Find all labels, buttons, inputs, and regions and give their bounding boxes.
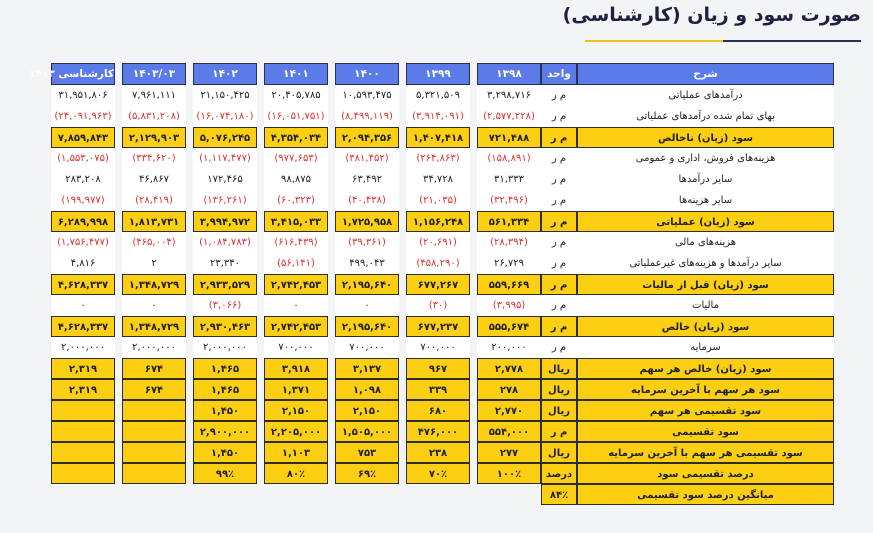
column-year-1403-03 <box>122 63 186 518</box>
value-cell: ۱,۸۱۳,۷۳۱ <box>122 211 186 232</box>
value-cell: ۶۷۴ <box>122 358 186 379</box>
value-cell: (۲۸,۴۱۹) <box>122 190 186 211</box>
value-cell: (۳۰) <box>406 295 470 316</box>
value-cell: ۲,۹۳۰,۴۶۳ <box>193 316 257 337</box>
value-cell: ۶۸۰ <box>406 400 470 421</box>
value-cell: ۲,۷۴۲,۴۵۳ <box>264 316 328 337</box>
header-year: ۱۳۹۹ <box>406 63 470 85</box>
row-label: سود تقسیمی هر سهم با آخرین سرمایه <box>577 442 834 463</box>
value-cell: ۱۷۲,۴۶۵ <box>193 169 257 190</box>
row-label: درآمدهای عملیاتی <box>577 85 834 106</box>
row-label: بهای تمام شده درآمدهای عملیاتی <box>577 106 834 127</box>
row-label: سرمایه <box>577 337 834 358</box>
header-year: ۱۴۰۳/۰۳ <box>122 63 186 85</box>
value-cell <box>51 463 115 484</box>
value-cell: ۴,۶۲۸,۳۳۷ <box>51 274 115 295</box>
column-year-1399 <box>406 63 470 518</box>
value-cell: (۹۷۷,۶۵۳) <box>264 148 328 169</box>
value-cell: ۲,۷۷۰ <box>477 400 541 421</box>
value-cell: (۱,۵۵۳,۰۷۵) <box>51 148 115 169</box>
value-cell: ۲۳,۳۴۰ <box>193 253 257 274</box>
value-cell: ۳۳۹ <box>406 379 470 400</box>
value-cell: ۲,۳۱۹ <box>51 358 115 379</box>
empty-cell <box>406 484 470 505</box>
value-cell: ۲,۱۵۰ <box>264 400 328 421</box>
value-cell: ۳,۱۳۷ <box>335 358 399 379</box>
row-label: سود هر سهم با آخرین سرمایه <box>577 379 834 400</box>
value-cell <box>51 442 115 463</box>
row-unit: م ر <box>541 211 577 232</box>
empty-cell <box>51 484 115 505</box>
row-label: هزینه‌های مالی <box>577 232 834 253</box>
column-year-1400 <box>335 63 399 518</box>
value-cell: ۱۰۰٪ <box>477 463 541 484</box>
value-cell: ۱,۳۴۸,۷۲۹ <box>122 316 186 337</box>
row-label: میانگین درصد سود تقسیمی <box>577 484 834 505</box>
value-cell: ۶۷۷,۲۶۷ <box>406 274 470 295</box>
value-cell: ۱,۴۵۰ <box>193 400 257 421</box>
value-cell: (۵,۸۳۱,۲۰۸) <box>122 106 186 127</box>
value-cell: ۴,۸۱۶ <box>51 253 115 274</box>
value-cell: ۲۰,۴۰۵,۷۸۵ <box>264 85 328 106</box>
value-cell: ۱۰,۵۹۳,۴۷۵ <box>335 85 399 106</box>
value-cell <box>51 400 115 421</box>
value-cell: ۱,۳۴۸,۷۲۹ <box>122 274 186 295</box>
row-unit: درصد <box>541 463 577 484</box>
value-cell: (۴۵۸,۲۹۰) <box>406 253 470 274</box>
empty-cell <box>193 484 257 505</box>
value-cell: (۱۹۹,۹۷۷) <box>51 190 115 211</box>
row-unit: م ر <box>541 127 577 148</box>
value-cell: (۲۶۴,۸۶۳) <box>406 148 470 169</box>
value-cell: ۳,۲۹۸,۷۱۶ <box>477 85 541 106</box>
value-cell: ۸۰٪ <box>264 463 328 484</box>
value-cell: ۲۷۷ <box>477 442 541 463</box>
value-cell: (۳۸۱,۴۵۲) <box>335 148 399 169</box>
value-cell: (۱۶,۰۷۴,۱۸۰) <box>193 106 257 127</box>
value-cell: ۱,۳۷۱ <box>264 379 328 400</box>
column-description <box>577 63 834 518</box>
value-cell: ۹۶۷ <box>406 358 470 379</box>
value-cell: ۱,۱۵۶,۲۴۸ <box>406 211 470 232</box>
value-cell: ۲,۷۷۸ <box>477 358 541 379</box>
value-cell <box>122 442 186 463</box>
empty-cell <box>264 484 328 505</box>
row-unit: م ر <box>541 316 577 337</box>
header-unit: واحد <box>541 63 577 85</box>
value-cell: ۲,۰۰۰,۰۰۰ <box>122 337 186 358</box>
row-label: سود (زیان) قبل از مالیات <box>577 274 834 295</box>
value-cell: ۶۷۴ <box>122 379 186 400</box>
page-title: صورت سود و زیان (کارشناسی) <box>562 4 861 26</box>
row-label: سود (زیان) ناخالص <box>577 127 834 148</box>
value-cell: (۱۶,۰۵۱,۷۵۱) <box>264 106 328 127</box>
header-year: ۱۴۰۲ <box>193 63 257 85</box>
value-cell: ۱,۷۲۵,۹۵۸ <box>335 211 399 232</box>
value-cell: ۰ <box>122 295 186 316</box>
value-cell: ۵,۳۲۱,۵۰۹ <box>406 85 470 106</box>
value-cell: ۲,۱۹۵,۶۴۰ <box>335 316 399 337</box>
value-cell: (۳۲,۴۹۶) <box>477 190 541 211</box>
row-label: هزینه‌های فروش، اداری و عمومی <box>577 148 834 169</box>
value-cell: ۲,۱۵۰ <box>335 400 399 421</box>
value-cell: (۲۸,۳۹۴) <box>477 232 541 253</box>
value-cell: ۶۹٪ <box>335 463 399 484</box>
value-cell: (۱,۰۸۴,۷۸۳) <box>193 232 257 253</box>
value-cell: ۲,۹۰۰,۰۰۰ <box>193 421 257 442</box>
value-cell: (۱,۱۱۷,۴۷۷) <box>193 148 257 169</box>
row-label: سایر درآمدها و هزینه‌های غیرعملیاتی <box>577 253 834 274</box>
value-cell: ۷,۸۵۹,۸۴۳ <box>51 127 115 148</box>
value-cell: ۲۸۳,۲۰۸ <box>51 169 115 190</box>
value-cell: (۵۶,۱۴۱) <box>264 253 328 274</box>
row-label: مالیات <box>577 295 834 316</box>
column-year-1401 <box>264 63 328 518</box>
value-cell: ۵۵۹,۶۶۹ <box>477 274 541 295</box>
value-cell: (۲۰,۶۹۱) <box>406 232 470 253</box>
row-unit: ریال <box>541 442 577 463</box>
row-unit: ریال <box>541 400 577 421</box>
value-cell: ۷۰۰,۰۰۰ <box>406 337 470 358</box>
column-year-1402 <box>193 63 257 518</box>
row-label: سود (زیان) خالص <box>577 316 834 337</box>
value-cell: ۱,۴۰۷,۴۱۸ <box>406 127 470 148</box>
value-cell: (۱۵۸,۸۹۱) <box>477 148 541 169</box>
value-cell: ۷۰۰,۰۰۰ <box>335 337 399 358</box>
value-cell: ۹۹٪ <box>193 463 257 484</box>
title-underline <box>585 40 861 42</box>
value-cell: (۲۱,۰۳۵) <box>406 190 470 211</box>
row-unit: م ر <box>541 148 577 169</box>
value-cell: ۷۰٪ <box>406 463 470 484</box>
row-label: سود (زیان) عملیاتی <box>577 211 834 232</box>
value-cell: ۷۲۱,۴۸۸ <box>477 127 541 148</box>
row-unit: ۸۴٪ <box>541 484 577 505</box>
value-cell: ۳,۴۱۵,۰۳۳ <box>264 211 328 232</box>
empty-cell <box>335 484 399 505</box>
header-year: ۱۴۰۰ <box>335 63 399 85</box>
row-unit: م ر <box>541 274 577 295</box>
value-cell: ۲۳۸ <box>406 442 470 463</box>
row-label: سایر درآمدها <box>577 169 834 190</box>
column-year-1398 <box>477 63 541 518</box>
empty-cell <box>477 484 541 505</box>
column-expert-1403 <box>29 63 115 518</box>
value-cell: ۲,۲۰۵,۰۰۰ <box>264 421 328 442</box>
value-cell: ۲,۱۲۹,۹۰۳ <box>122 127 186 148</box>
empty-cell <box>122 484 186 505</box>
value-cell: ۳,۹۱۸ <box>264 358 328 379</box>
value-cell: (۲,۵۷۷,۲۲۸) <box>477 106 541 127</box>
value-cell: ۲۱,۱۵۰,۴۲۵ <box>193 85 257 106</box>
value-cell: ۲,۱۹۵,۶۴۰ <box>335 274 399 295</box>
value-cell: ۲,۳۱۹ <box>51 379 115 400</box>
value-cell: ۳,۹۹۴,۹۷۲ <box>193 211 257 232</box>
value-cell: (۴۰,۴۳۸) <box>335 190 399 211</box>
value-cell: (۱۳۶,۲۶۱) <box>193 190 257 211</box>
row-unit: م ر <box>541 190 577 211</box>
value-cell: (۳,۹۱۴,۰۹۱) <box>406 106 470 127</box>
row-unit: م ر <box>541 106 577 127</box>
value-cell: ۲۷۸ <box>477 379 541 400</box>
row-unit: م ر <box>541 232 577 253</box>
row-unit: م ر <box>541 421 577 442</box>
value-cell: ۲ <box>122 253 186 274</box>
value-cell: ۵۶۱,۳۳۴ <box>477 211 541 232</box>
row-unit: م ر <box>541 169 577 190</box>
value-cell: ۱,۱۰۳ <box>264 442 328 463</box>
value-cell: ۲,۷۴۲,۴۵۳ <box>264 274 328 295</box>
value-cell: ۴,۶۲۸,۳۳۷ <box>51 316 115 337</box>
value-cell: ۶,۲۸۹,۹۹۸ <box>51 211 115 232</box>
value-cell: ۰ <box>264 295 328 316</box>
value-cell: ۵۵۴,۰۰۰ <box>477 421 541 442</box>
value-cell: ۲,۹۳۳,۵۲۹ <box>193 274 257 295</box>
value-cell: ۷۵۳ <box>335 442 399 463</box>
value-cell: ۱,۴۶۵ <box>193 358 257 379</box>
value-cell: (۸,۴۹۹,۱۱۹) <box>335 106 399 127</box>
header-year: ۱۴۰۱ <box>264 63 328 85</box>
value-cell: ۳۴,۷۲۸ <box>406 169 470 190</box>
value-cell: ۷,۹۶۱,۱۱۱ <box>122 85 186 106</box>
row-unit: ریال <box>541 379 577 400</box>
row-label: سود تقسیمی <box>577 421 834 442</box>
value-cell: ۲۰۰,۰۰۰ <box>477 337 541 358</box>
row-unit: م ر <box>541 295 577 316</box>
value-cell: ۶۷۷,۲۳۷ <box>406 316 470 337</box>
row-unit: ریال <box>541 358 577 379</box>
value-cell: (۳,۹۹۵) <box>477 295 541 316</box>
column-unit <box>541 63 577 518</box>
value-cell: ۴۷۶,۰۰۰ <box>406 421 470 442</box>
row-unit: م ر <box>541 253 577 274</box>
value-cell: ۱,۴۵۰ <box>193 442 257 463</box>
value-cell: ۲,۰۹۴,۳۵۶ <box>335 127 399 148</box>
header-year: کارشناسی ۱۴۰۳ <box>51 63 115 85</box>
value-cell: ۴۹۹,۰۴۳ <box>335 253 399 274</box>
value-cell: ۴,۳۵۴,۰۳۴ <box>264 127 328 148</box>
value-cell: ۱,۵۰۵,۰۰۰ <box>335 421 399 442</box>
header-year: ۱۳۹۸ <box>477 63 541 85</box>
row-label: سود تقسیمی هر سهم <box>577 400 834 421</box>
value-cell <box>122 400 186 421</box>
value-cell: ۴۶,۸۶۷ <box>122 169 186 190</box>
value-cell: ۵۵۵,۶۷۴ <box>477 316 541 337</box>
row-label: سود (زیان) خالص هر سهم <box>577 358 834 379</box>
value-cell: (۲۴,۰۹۱,۹۶۳) <box>51 106 115 127</box>
value-cell: ۹۸,۸۷۵ <box>264 169 328 190</box>
value-cell: (۴۶۵,۰۰۴) <box>122 232 186 253</box>
value-cell: ۵,۰۷۶,۲۴۵ <box>193 127 257 148</box>
value-cell: ۲,۰۰۰,۰۰۰ <box>193 337 257 358</box>
value-cell: ۲۶,۷۲۹ <box>477 253 541 274</box>
row-label: سایر هزینه‌ها <box>577 190 834 211</box>
value-cell: ۷۰۰,۰۰۰ <box>264 337 328 358</box>
value-cell: (۶۱۶,۴۳۹) <box>264 232 328 253</box>
value-cell: (۶۰,۳۲۳) <box>264 190 328 211</box>
row-unit: م ر <box>541 85 577 106</box>
value-cell: ۳۱,۳۳۳ <box>477 169 541 190</box>
income-statement-table <box>27 63 834 518</box>
value-cell: ۰ <box>51 295 115 316</box>
value-cell <box>51 421 115 442</box>
value-cell: (۳۳۴,۶۲۰) <box>122 148 186 169</box>
value-cell: ۶۳,۴۹۲ <box>335 169 399 190</box>
header-description: شرح <box>577 63 834 85</box>
value-cell: (۳,۰۶۶) <box>193 295 257 316</box>
value-cell <box>122 421 186 442</box>
value-cell: ۰ <box>335 295 399 316</box>
value-cell <box>122 463 186 484</box>
row-unit: م ر <box>541 337 577 358</box>
value-cell: ۲,۰۰۰,۰۰۰ <box>51 337 115 358</box>
value-cell: ۱,۴۶۵ <box>193 379 257 400</box>
value-cell: ۳۱,۹۵۱,۸۰۶ <box>51 85 115 106</box>
value-cell: (۳۹,۳۶۱) <box>335 232 399 253</box>
row-label: درصد تقسیمی سود <box>577 463 834 484</box>
value-cell: ۱,۰۹۸ <box>335 379 399 400</box>
value-cell: (۱,۷۵۶,۴۷۷) <box>51 232 115 253</box>
